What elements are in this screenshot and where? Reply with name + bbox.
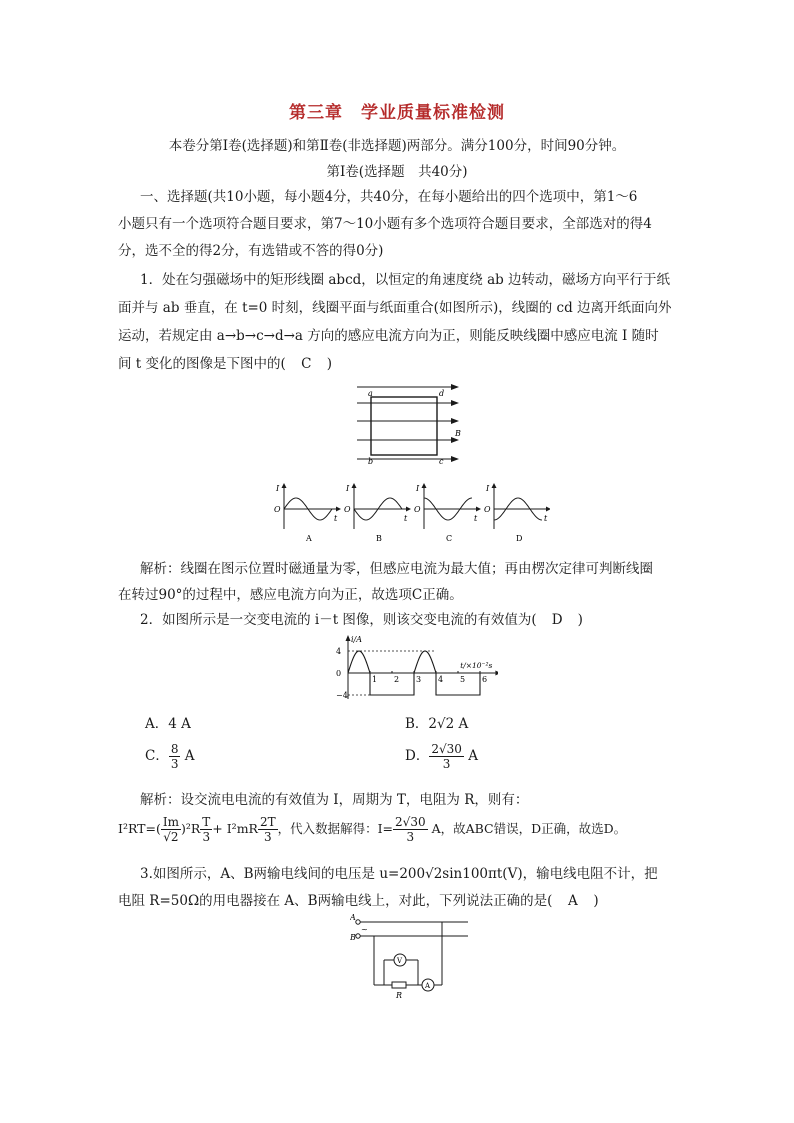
option-A-label: A． xyxy=(145,716,169,732)
y-arrow xyxy=(492,483,497,488)
coil-rectangle xyxy=(371,397,437,455)
section-instructions-line-1: 一、选择题(共10小题，每小题4分，共40分，在每小题给出的四个选项中，第1～6 xyxy=(140,189,638,205)
q3-line-1: 3.如图所示，A、B两输电线间的电压是 u=200√2sin100πt(V)，输电线电阻不计，把 xyxy=(140,866,658,882)
y-arrow xyxy=(422,483,427,488)
q1-analysis-line-1: 解析：线圈在图示位置时磁通量为零，但感应电流为最大值；再由楞次定律可判断线圈 xyxy=(140,561,653,577)
option-C-den: 3 xyxy=(170,757,179,771)
x-arrow xyxy=(476,507,481,512)
option-D-unit: A xyxy=(468,748,478,764)
option-D-num: 2√30 xyxy=(431,742,462,756)
label-tilde: ~ xyxy=(361,925,368,934)
frac-2t-num: 2T xyxy=(259,815,276,829)
y-arrow xyxy=(282,483,287,488)
q2-eq-part-b: )²R xyxy=(180,821,201,836)
option-D-den: 3 xyxy=(442,757,451,771)
resistor-R xyxy=(392,982,406,988)
y-axis-label: i/A xyxy=(351,635,363,644)
q1-line-2: 面并与 ab 垂直，在 t=0 时刻，线圈平面与纸面重合(如图所示)，线圈的 cd 边离开纸面向外 xyxy=(118,300,672,316)
y-tick-label: 4 xyxy=(336,647,342,656)
frac-t-num: T xyxy=(202,815,211,829)
coil-label-b: b xyxy=(368,457,374,465)
origin-label: O xyxy=(484,505,491,514)
y-tick-label: −4 xyxy=(336,691,348,700)
x-arrow xyxy=(406,507,411,512)
segment-0 xyxy=(348,651,370,673)
q2-eq-part-e: A，故ABC错误，D正确，故选D。 xyxy=(431,821,627,836)
coil-label-c: c xyxy=(439,457,444,465)
frac-t-den: 3 xyxy=(202,830,211,844)
x-arrow xyxy=(546,507,550,512)
x-tick-label: 4 xyxy=(438,675,444,684)
section-instructions-line-3: 分，选不全的得2分，有选错或不答的得0分) xyxy=(118,243,384,259)
label-B: B xyxy=(350,933,356,942)
q2-option-C xyxy=(145,742,195,771)
y-arrow xyxy=(352,483,357,488)
q1-line-3: 运动，若规定由 a→b→c→d→a 方向的感应电流方向为正，则能反映线圈中感应电流 I 随时 xyxy=(118,328,659,344)
option-D-fraction xyxy=(429,742,464,771)
x-tick-label: 5 xyxy=(460,675,466,684)
q2-analysis-line-2 xyxy=(118,815,626,844)
axis-label-I: I xyxy=(346,484,350,493)
field-arrow xyxy=(451,384,459,390)
option-C-num: 8 xyxy=(170,742,179,756)
graph-label: C xyxy=(446,534,453,543)
q2-frac-im xyxy=(161,815,181,844)
q3-line-2-text: 电阻 R=50Ω的用电器接在 A、B两输电线上，对此，下列说法正确的是( xyxy=(118,893,566,909)
option-C-fraction xyxy=(169,742,181,771)
q1-line-4 xyxy=(118,352,332,372)
origin-label: O xyxy=(274,505,281,514)
q1-answer: C xyxy=(301,356,312,372)
x-tick-label: 3 xyxy=(416,675,422,684)
terminal-B xyxy=(356,934,360,938)
axis-label-I: I xyxy=(486,484,490,493)
field-arrow xyxy=(451,400,459,406)
q2-eq-part-a: I²RT=( xyxy=(118,821,161,836)
label-A: A xyxy=(350,913,356,922)
graph-C xyxy=(414,483,481,543)
exam-intro: 本卷分第Ⅰ卷(选择题)和第Ⅱ卷(非选择题)两部分。满分100分，时间90分钟。 xyxy=(168,138,626,154)
graph-label: B xyxy=(376,534,382,543)
q2-frac-t xyxy=(200,815,212,844)
x-axis-label: t/×10⁻²s xyxy=(460,661,493,670)
q2-frac-2t xyxy=(258,815,278,844)
coil-label-a: a xyxy=(368,389,373,398)
axis-label-t: t xyxy=(404,514,408,523)
q2-current-chart xyxy=(318,633,498,703)
segment-2 xyxy=(414,651,436,673)
label-V: V xyxy=(397,957,403,965)
graph-A xyxy=(274,483,341,543)
option-C-unit: A xyxy=(184,748,195,764)
q3-circuit-figure xyxy=(350,912,470,1002)
option-B-label: B． xyxy=(405,716,429,732)
graph-label: D xyxy=(516,534,523,543)
q2-option-D xyxy=(405,742,478,771)
field-arrow xyxy=(451,418,459,424)
q2-frac-answer xyxy=(393,815,428,844)
option-B-value: 2√2 A xyxy=(428,716,469,732)
axis-label-t: t xyxy=(474,514,478,523)
q1-analysis-line-2: 在转过90°的过程中，感应电流方向为正，故选项C正确。 xyxy=(118,587,463,603)
x-tick-label: 1 xyxy=(372,675,378,684)
frac-im-num: Im xyxy=(162,815,179,829)
x-arrow xyxy=(495,671,498,676)
graph-label: A xyxy=(306,534,312,543)
x-tick-label: 2 xyxy=(394,675,400,684)
axis-label-I: I xyxy=(276,484,280,493)
section-instructions-line-2: 小题只有一个选项符合题目要求，第7～10小题有多个选项符合题目要求，全部选对的得4 xyxy=(118,216,652,232)
part1-header: 第Ⅰ卷(选择题 共40分) xyxy=(326,164,468,180)
q3-line-2 xyxy=(118,889,599,909)
x-arrow xyxy=(336,507,341,512)
q2-stem xyxy=(140,608,583,628)
q1-line-1: 1．处在匀强磁场中的矩形线圈 abcd，以恒定的角速度绕 ab 边转动，磁场方向平行于纸 xyxy=(140,272,671,288)
q3-close-paren: ) xyxy=(579,893,599,909)
axis-label-t: t xyxy=(334,514,338,523)
q2-stem-text: 2．如图所示是一交变电流的 i－t 图像，则该交变电流的有效值为( xyxy=(140,612,551,628)
label-R: R xyxy=(396,991,403,1000)
q1-option-graphs xyxy=(270,483,550,543)
terminal-A xyxy=(356,920,360,924)
q2-eq-part-d: ，代入数据解得：I= xyxy=(277,821,394,836)
q2-option-B xyxy=(405,712,468,732)
origin-label: O xyxy=(414,505,421,514)
frac-ans-den: 3 xyxy=(406,830,415,844)
y-tick-label: 0 xyxy=(336,669,342,678)
label-ammeter: A xyxy=(425,982,431,990)
graph-B xyxy=(344,483,411,543)
q2-close-paren: ) xyxy=(564,612,583,628)
q2-answer: D xyxy=(551,612,563,628)
chapter-title: 第三章 学业质量标准检测 xyxy=(289,103,505,123)
frac-2t-den: 3 xyxy=(263,830,272,844)
frac-im-den: √2 xyxy=(163,830,179,844)
option-A-value: 4 A xyxy=(168,716,191,732)
frac-ans-num: 2√30 xyxy=(395,815,426,829)
field-arrow xyxy=(451,456,459,462)
q1-close-paren: ) xyxy=(313,356,333,372)
option-D-label: D． xyxy=(405,748,430,764)
q1-line-4-text: 间 t 变化的图像是下图中的( xyxy=(118,356,300,372)
coil-label-d: d xyxy=(439,389,445,398)
graph-D xyxy=(484,483,550,543)
x-tick-label: 6 xyxy=(482,675,488,684)
field-label-B: B xyxy=(455,429,461,438)
q2-option-A xyxy=(145,712,191,732)
q3-answer: A xyxy=(568,893,578,909)
option-C-label: C． xyxy=(145,748,169,764)
y-arrow xyxy=(346,635,351,641)
q2-analysis-line-1: 解析：设交流电电流的有效值为 I，周期为 T，电阻为 R，则有： xyxy=(140,792,529,808)
q1-coil-figure xyxy=(355,383,467,465)
q2-eq-part-c: + I²mR xyxy=(212,821,258,836)
axis-label-I: I xyxy=(416,484,420,493)
origin-label: O xyxy=(344,505,351,514)
axis-label-t: t xyxy=(544,514,548,523)
